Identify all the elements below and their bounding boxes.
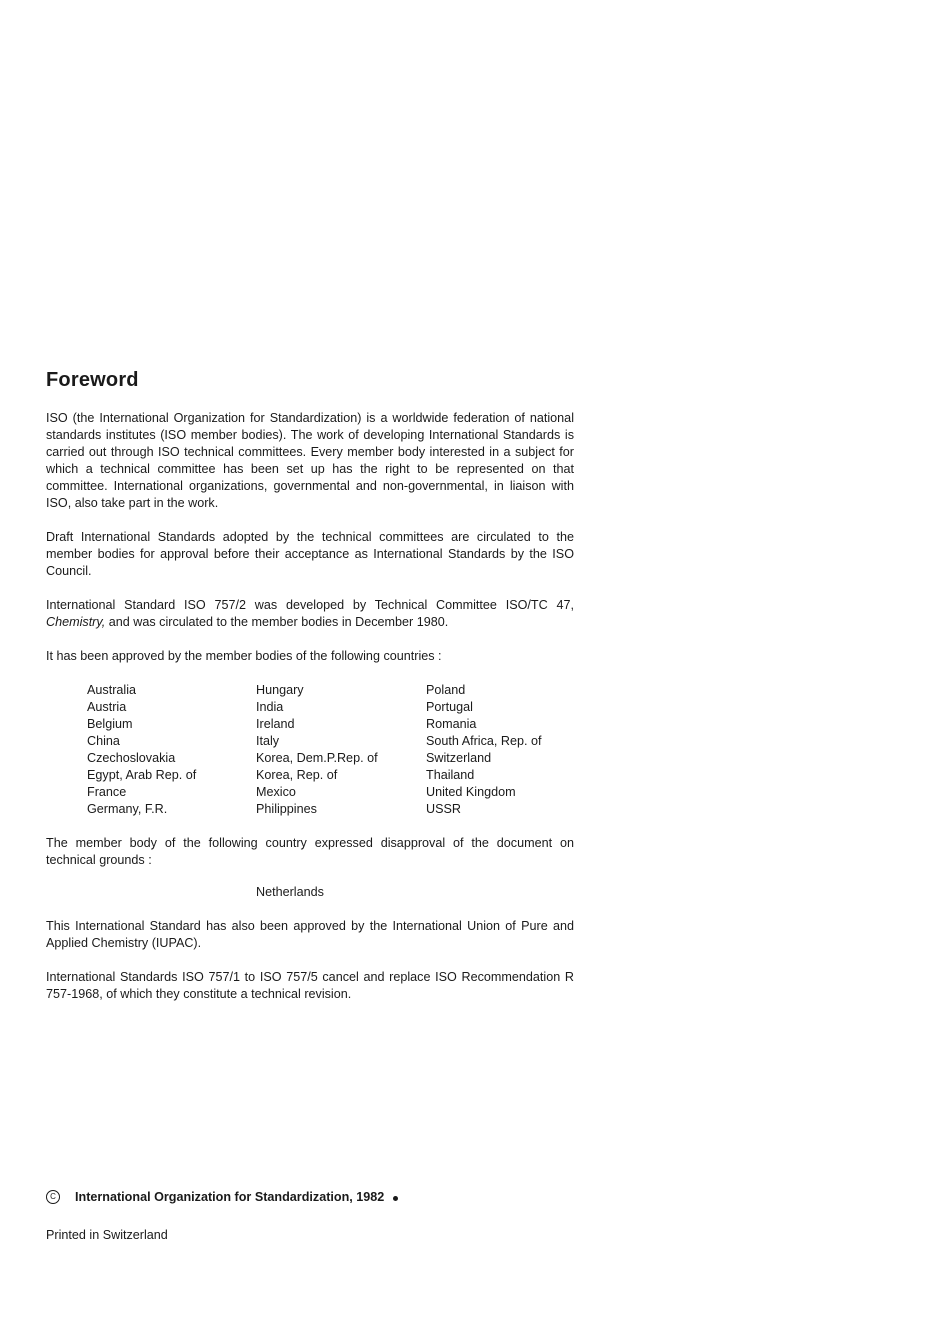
country-item: Philippines [256, 802, 317, 816]
paragraph-iso-intro: ISO (the International Organization for Standardization) is a worldwide federation of national standards institutes (ISO member bodies). The work of developing International Standards is carried out through ISO technical committees. Every member body interested in a subject for which a technical committee has been set up has the right to be represented on that committee. International organizations, governmental and non-governmental, in liaison with ISO, also take part in the work. [46, 411, 574, 510]
copyright-line [46, 1188, 574, 1206]
footer [46, 1188, 574, 1244]
country-item: Korea, Rep. of [256, 768, 338, 782]
country-item: USSR [426, 802, 461, 816]
development-text-start: International Standard ISO 757/2 was developed by Technical Committee ISO/TC 47, [46, 598, 574, 612]
paragraph-revision: International Standards ISO 757/1 to ISO 757/5 cancel and replace ISO Recommendation R 757-1968, of which they constitute a technical revision. [46, 970, 574, 1001]
country-item: Czechoslovakia [87, 751, 176, 765]
disapproving-country: Netherlands [256, 885, 324, 899]
country-item: France [87, 785, 127, 799]
country-item: Italy [256, 734, 280, 748]
paragraph-development [46, 597, 574, 631]
development-text-end: and was circulated to the member bodies in December 1980. [105, 615, 449, 629]
foreword-section [46, 366, 574, 1020]
country-item: Korea, Dem.P.Rep. of [256, 751, 378, 765]
country-item: Egypt, Arab Rep. of [87, 768, 197, 782]
country-item: Austria [87, 700, 127, 714]
country-item: Mexico [256, 785, 296, 799]
country-item: Portugal [426, 700, 473, 714]
country-item: China [87, 734, 120, 748]
copyright-text: International Organization for Standardization, 1982 [75, 1190, 385, 1204]
countries-column-3 [426, 682, 574, 818]
paragraph-approval-intro: It has been approved by the member bodies of the following countries : [46, 649, 442, 663]
page-title: Foreword [46, 369, 139, 391]
country-item: Romania [426, 717, 477, 731]
country-item: South Africa, Rep. of [426, 734, 542, 748]
country-item: India [256, 700, 284, 714]
country-item: Poland [426, 683, 466, 697]
bullet-icon [393, 1196, 398, 1201]
country-item: Australia [87, 683, 136, 697]
country-item: Belgium [87, 717, 133, 731]
country-item: Germany, F.R. [87, 802, 168, 816]
countries-column-2 [256, 682, 426, 818]
copyright-icon: C [46, 1190, 60, 1204]
paragraph-iupac: This International Standard has also been approved by the International Union of Pure and Applied Chemistry (IUPAC). [46, 919, 574, 950]
country-item: Hungary [256, 683, 304, 697]
paragraph-draft-standards: Draft International Standards adopted by the technical committees are circulated to the member bodies for approval before their acceptance as International Standards by the ISO Council. [46, 530, 574, 578]
approving-countries-list [87, 682, 574, 818]
committee-name: Chemistry, [46, 615, 106, 629]
country-item: Ireland [256, 717, 295, 731]
countries-column-1 [87, 682, 256, 818]
printed-location: Printed in Switzerland [46, 1228, 168, 1242]
country-item: Thailand [426, 768, 475, 782]
country-item: Switzerland [426, 751, 492, 765]
country-item: United Kingdom [426, 785, 516, 799]
paragraph-disapproval: The member body of the following country expressed disapproval of the document on technical grounds : [46, 836, 574, 867]
